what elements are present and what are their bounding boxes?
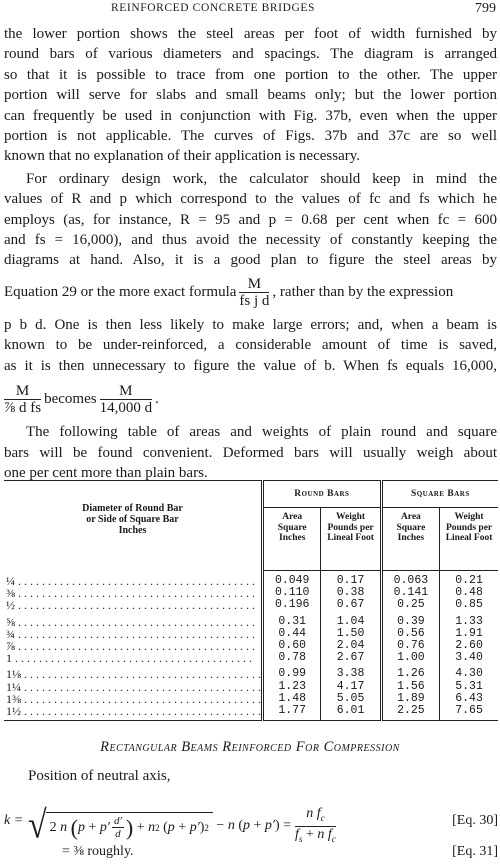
bar-size-cell: ⅞ . . . . . . . . . . . . . . . . . . . . . . . . . . . . . . . . . . . . . . . . xyxy=(6,640,255,653)
square-weight-cell: 0.48 xyxy=(440,587,498,599)
text-line: diagrams at hand. Also, it is a good plan to figure the steel areas by xyxy=(4,252,497,269)
square-weight-cell: 6.43 xyxy=(440,693,498,705)
square-area-cell: 0.39 xyxy=(381,616,439,628)
square-area-cell: 0.25 xyxy=(381,599,439,611)
table-row xyxy=(4,599,498,611)
formula-fraction xyxy=(239,276,269,309)
round-area-cell: 0.196 xyxy=(263,599,321,611)
bar-table xyxy=(4,480,498,721)
round-weight-cell: 4.17 xyxy=(321,681,381,693)
text-line: The following table of areas and weights of plain round and square xyxy=(26,424,497,441)
square-weight-cell: 0.21 xyxy=(440,575,498,587)
table-row xyxy=(4,705,498,717)
text-line: and fs = 16,000), and thus avoid the necessity of constantly keeping the xyxy=(4,232,497,249)
round-weight-cell: 0.38 xyxy=(321,587,381,599)
round-area-header: Area Square Inches xyxy=(263,508,321,571)
round-weight-cell: 1.04 xyxy=(321,616,381,628)
text-line: employs (as, for instance, R = 95 and p = 0.68 per cent when fc = 600 xyxy=(4,211,497,228)
paragraph-diagram-description xyxy=(4,24,497,167)
text-line: portion will serve for slabs and small beams only; but the lower portion xyxy=(4,87,497,104)
table-row xyxy=(4,668,498,680)
bar-size-cell: 1½ . . . . . . . . . . . . . . . . . . . . . . . . . . . . . . . . . . . . . . . . xyxy=(6,705,261,718)
diameter-column-header: Diameter of Round Bar or Side of Square Bar Inches xyxy=(82,503,183,536)
square-area-cell: 0.56 xyxy=(381,628,439,640)
text-line: as it is then unnecessary to figure the value of b. When fs equals 16,000, xyxy=(4,357,497,374)
round-area-cell: 1.23 xyxy=(263,681,321,693)
square-area-cell: 1.56 xyxy=(381,681,439,693)
square-area-cell: 0.063 xyxy=(381,575,439,587)
bar-size-cell: ⅝ . . . . . . . . . . . . . . . . . . . . . . . . . . . . . . . . . . . . . . . . xyxy=(6,615,255,628)
formula-trail-text: , rather than by the expression xyxy=(272,284,454,301)
square-weight-cell: 1.33 xyxy=(440,616,498,628)
square-weight-cell: 1.91 xyxy=(440,628,498,640)
text-line: can frequently be used in conjunction with Fig. 37b, even when the upper xyxy=(4,107,497,124)
round-area-cell: 1.48 xyxy=(263,693,321,705)
round-weight-header: Weight Pounds per Lineal Foot xyxy=(321,508,381,571)
bar-size-cell: 1 . . . . . . . . . . . . . . . . . . . . . . . . . . . . . . . . . . . . . . . . xyxy=(6,652,252,665)
square-weight-cell: 2.60 xyxy=(440,640,498,652)
square-area-cell: 1.26 xyxy=(381,668,439,680)
formula-lead-text: Equation 29 or the more exact formula xyxy=(4,284,237,301)
bar-size-cell: ¼ . . . . . . . . . . . . . . . . . . . . . . . . . . . . . . . . . . . . . . . . xyxy=(6,575,255,588)
square-weight-cell: 3.40 xyxy=(440,652,498,664)
round-weight-cell: 2.67 xyxy=(321,652,381,664)
square-weight-header: Weight Pounds per Lineal Foot xyxy=(440,508,498,571)
square-weight-cell: 0.85 xyxy=(440,599,498,611)
square-root: √ 2 n ( p + p′ $\frac{d'}{d}$ ) + n 2 ( p + p′ ) 2 − n (p + p′) = $\frac{n f_c}{f_s + n f_c}$ xyxy=(28,804,336,847)
fraction-denominator: 14,000 d xyxy=(99,399,153,416)
text-line: known to be under-reinforced, a considerable amount of time is saved, xyxy=(4,337,497,354)
fraction-denominator: ⅞ d fs xyxy=(4,399,42,416)
square-area-header: Area Square Inches xyxy=(381,508,439,571)
text-line: one per cent more than plain bars. xyxy=(4,464,208,481)
running-head: REINFORCED CONCRETE BRIDGES xyxy=(111,2,316,14)
square-bars-header: Square Bars xyxy=(381,481,498,508)
round-weight-cell: 5.05 xyxy=(321,693,381,705)
radicand: 2 n ( p + p′ $\frac{d'}{d}$ ) + n 2 ( p + p′ ) 2 xyxy=(46,812,213,840)
square-weight-cell: 5.31 xyxy=(440,681,498,693)
areas-weights-table xyxy=(4,480,498,721)
eq-lhs: k = xyxy=(4,813,24,828)
round-area-cell: 0.99 xyxy=(263,668,321,680)
round-weight-cell: 2.04 xyxy=(321,640,381,652)
square-area-cell: 0.76 xyxy=(381,640,439,652)
round-area-cell: 1.77 xyxy=(263,705,321,717)
paragraph-design-work xyxy=(4,169,497,271)
fraction-m-over-14000d xyxy=(100,383,153,416)
body-text xyxy=(4,24,497,483)
neutral-axis-label: Position of neutral axis, xyxy=(28,768,171,784)
formula-line xyxy=(4,271,497,315)
table-row xyxy=(4,652,498,664)
table-row xyxy=(4,681,498,693)
square-weight-cell: 4.30 xyxy=(440,668,498,680)
text-line: p b d. One is then less likely to make large errors; and, when a beam is xyxy=(4,316,497,333)
text-line: known that no explanation of their application is necessary. xyxy=(4,148,361,165)
text-line: the lower portion shows the steel areas per foot of width furnished by xyxy=(4,26,497,42)
round-bars-header: Round Bars xyxy=(263,481,382,508)
text-line: For ordinary design work, the calculator should keep in mind the xyxy=(26,170,497,187)
round-weight-cell: 1.50 xyxy=(321,628,381,640)
text-line: so that it is possible to trace from one portion to the other. The upper xyxy=(4,66,497,83)
round-weight-cell: 3.38 xyxy=(321,668,381,680)
square-area-cell: 0.141 xyxy=(381,587,439,599)
round-weight-cell: 6.01 xyxy=(321,705,381,717)
bar-size-cell: 1⅛ . . . . . . . . . . . . . . . . . . . . . . . . . . . . . . . . . . . . . . . . xyxy=(6,668,261,681)
square-weight-cell: 7.65 xyxy=(440,705,498,717)
bar-size-cell: 1⅜ . . . . . . . . . . . . . . . . . . . . . . . . . . . . . . . . . . . . . . . . xyxy=(6,692,261,706)
equation-30 xyxy=(4,802,498,847)
paragraph-table-intro xyxy=(4,422,497,483)
eq30-tag: [Eq. 30] xyxy=(452,813,498,828)
round-weight-cell: 0.17 xyxy=(321,575,381,587)
square-area-cell: 1.89 xyxy=(381,693,439,705)
becomes-word: becomes xyxy=(44,390,97,407)
radical-sign: √ xyxy=(28,804,47,847)
eq31-text: = ⅜ roughly. xyxy=(62,844,134,859)
text-line: round bars of various diameters and spacings. The diagram is arranged xyxy=(4,46,497,63)
square-area-cell: 1.00 xyxy=(381,652,439,664)
fraction-denominator: fs j d xyxy=(239,293,270,310)
bar-size-cell: ½ . . . . . . . . . . . . . . . . . . . . . . . . . . . . . . . . . . . . . . . . xyxy=(6,599,255,612)
round-area-cell: 0.60 xyxy=(263,640,321,652)
bar-size-cell: ¾ . . . . . . . . . . . . . . . . . . . . . . . . . . . . . . . . . . . . . . . . xyxy=(6,627,255,641)
text-line: portion is not applicable. The curves of Figs. 37b and 37c are so well xyxy=(4,128,497,145)
fraction-m-over-jdfs xyxy=(4,383,41,416)
round-weight-cell: 0.67 xyxy=(321,599,381,611)
table-row xyxy=(4,616,498,628)
round-area-cell: 0.44 xyxy=(263,628,321,640)
fraction-numerator: M xyxy=(4,383,41,400)
fraction-numerator: M xyxy=(100,383,153,400)
section-heading: Rectangular Beams Reinforced For Compression xyxy=(100,739,400,755)
paragraph-continued xyxy=(4,315,497,376)
round-area-cell: 0.31 xyxy=(263,616,321,628)
page-header xyxy=(0,2,500,20)
round-area-cell: 0.78 xyxy=(263,652,321,664)
round-area-cell: 0.049 xyxy=(263,575,321,587)
table-body xyxy=(4,571,498,721)
page-number: 799 xyxy=(475,1,496,16)
bar-size-cell: 1¼ . . . . . . . . . . . . . . . . . . . . . . . . . . . . . . . . . . . . . . . . xyxy=(6,680,261,693)
becomes-formula: $\frac{M}{\text{⅞ d fs}}$ becomes $\frac{M}{14,000 d}$ . xyxy=(4,382,159,416)
round-area-cell: 0.110 xyxy=(263,587,321,599)
text-line: bars will be found convenient. Deformed bars will usually weigh about xyxy=(4,444,497,461)
bar-size-cell: ⅜ . . . . . . . . . . . . . . . . . . . . . . . . . . . . . . . . . . . . . . . . xyxy=(6,587,255,600)
text-line: values of R and p which correspond to the values of fc and fs which he xyxy=(4,191,497,208)
fraction-numerator: M xyxy=(239,276,269,293)
eq31-tag: [Eq. 31] xyxy=(452,844,498,859)
square-area-cell: 2.25 xyxy=(381,705,439,717)
